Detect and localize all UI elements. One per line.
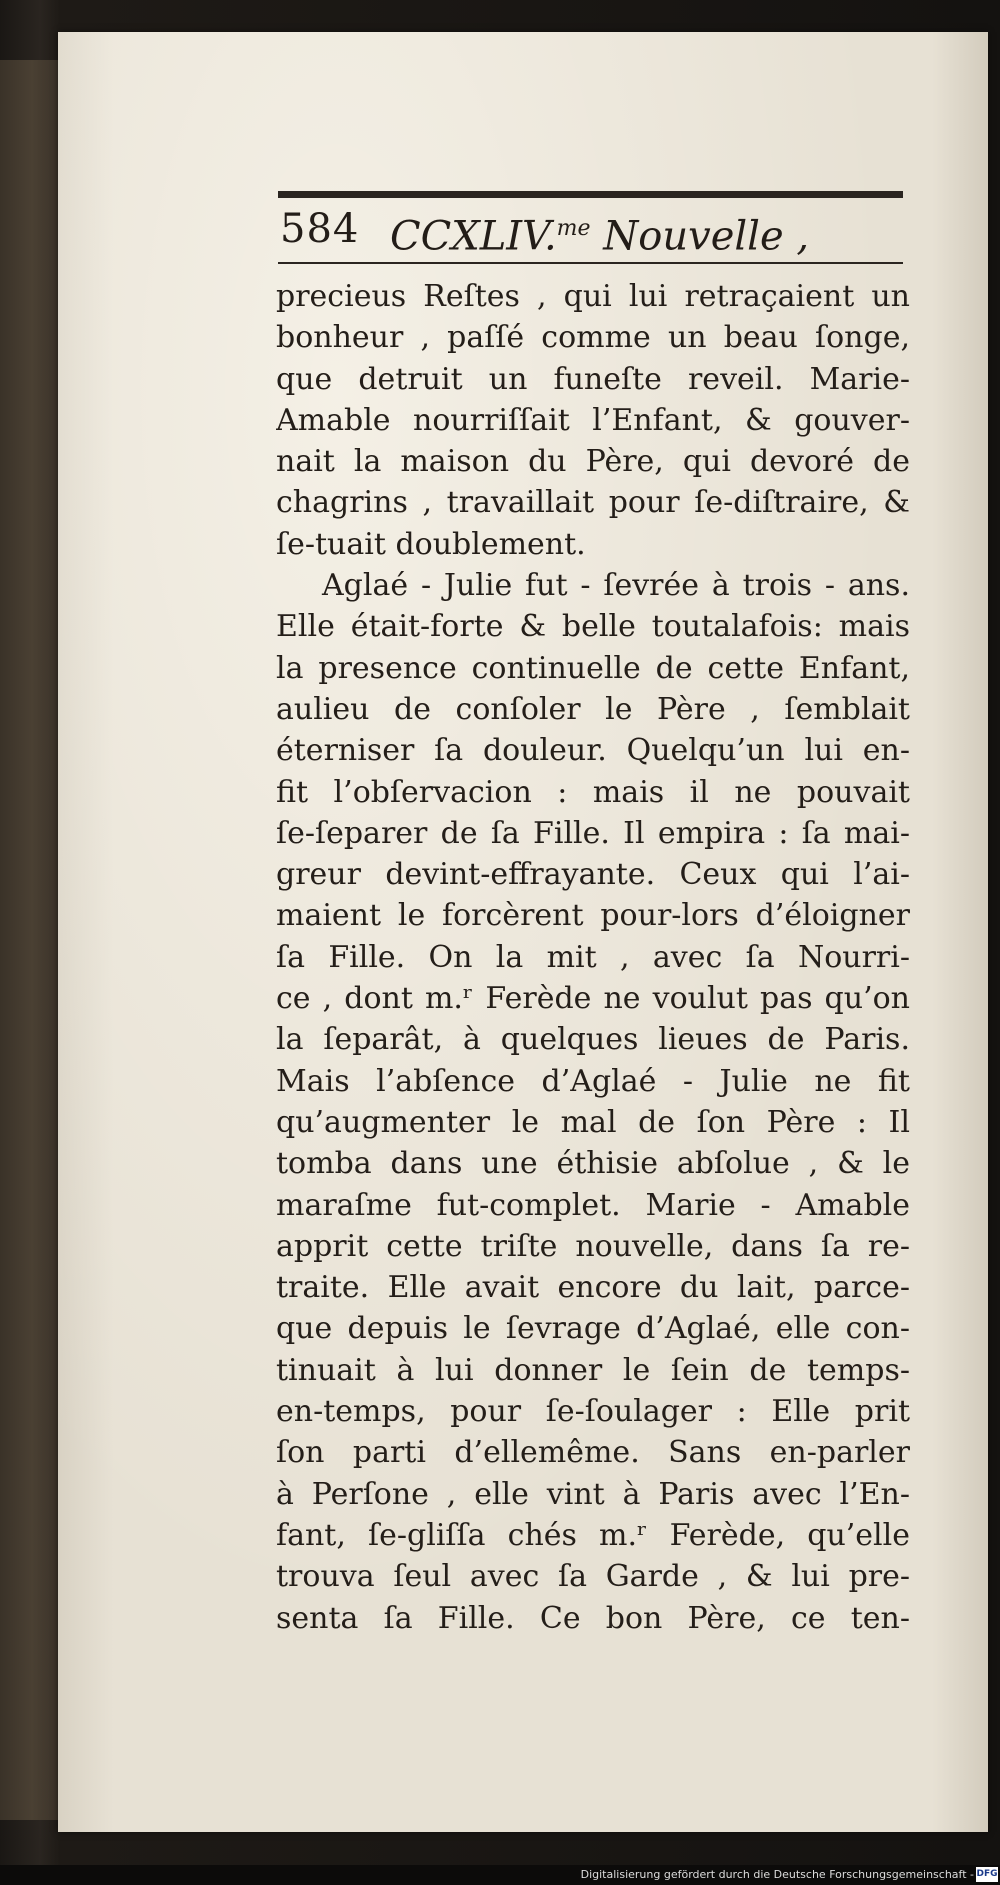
text-line: fant, ſe-gliſſa chés m.ʳ Ferède, qu’elle — [276, 1517, 910, 1553]
digitization-credit: Digitalisierung gefördert durch die Deutsche Forschungsgemeinschaft - — [580, 1868, 974, 1881]
text-line: que detruit un funeſte reveil. Marie- — [276, 361, 910, 397]
running-title — [390, 202, 809, 263]
text-line: apprit cette triſte nouvelle, dans ſa re- — [276, 1228, 910, 1264]
text-line: fit l’obſervacion : mais il ne pouvait — [276, 774, 910, 810]
text-line: ſon parti d’ellemême. Sans en-parler — [276, 1435, 910, 1471]
text-line: ſe-ſeparer de ſa Fille. Il empira : ſa mai- — [276, 815, 910, 851]
text-line: senta ſa Fille. Ce bon Père, ce ten- — [276, 1600, 910, 1636]
page-number: 584 — [280, 206, 360, 252]
body-text — [276, 276, 910, 1639]
text-line: precieus Reſtes , qui lui retraçaient un — [276, 279, 910, 314]
running-title-main: CCXLIV. — [390, 213, 557, 260]
running-title-rest: Nouvelle , — [590, 213, 810, 260]
text-line: Elle était-forte & belle toutalafois: mais — [276, 609, 910, 645]
text-line: maient le forcèrent pour-lors d’éloigner — [276, 898, 910, 934]
text-line: en-temps, pour ſe-ſoulager : Elle prit — [276, 1394, 910, 1430]
text-line: Aglaé - Julie fut - ſevrée à trois - ans. — [322, 568, 910, 604]
text-line: greur devint-effrayante. Ceux qui l’ai- — [276, 857, 910, 893]
text-line: trouva ſeul avec ſa Garde , & lui pre- — [276, 1559, 910, 1595]
text-line: nait la maison du Père, qui devoré de — [276, 444, 910, 480]
text-line: ce , dont m.ʳ Ferède ne voulut pas qu’on — [276, 981, 910, 1017]
running-title-superscript: me — [556, 216, 591, 241]
text-line: aulieu de conſoler le Père , ſemblait — [276, 691, 910, 727]
text-line: à Perſone , elle vint à Paris avec l’En- — [276, 1476, 910, 1512]
header-rule-top — [278, 191, 903, 198]
text-line: Mais l’abſence d’Aglaé - Julie ne fit — [276, 1063, 910, 1099]
dfg-logo: DFG — [976, 1867, 998, 1882]
text-line: la presence continuelle de cette Enfant, — [276, 650, 910, 686]
text-line: maraſme fut-complet. Marie - Amable — [276, 1187, 910, 1223]
text-line: qu’augmenter le mal de ſon Père : Il — [276, 1104, 910, 1140]
text-line: tinuait à lui donner le ſein de temps- — [276, 1352, 910, 1388]
text-line: chagrins , travaillait pour ſe-diſtraire, & — [276, 485, 910, 521]
text-line: éterniser ſa douleur. Quelqu’un lui en- — [276, 733, 910, 769]
text-line: bonheur , paſſé comme un beau ſonge, — [276, 320, 910, 356]
text-line: tomba dans une éthisie abſolue , & le — [276, 1146, 910, 1182]
header-rule-bottom — [278, 262, 903, 264]
page-header — [278, 200, 903, 258]
text-line: ſa Fille. On la mit , avec ſa Nourri- — [276, 939, 910, 975]
text-line: Amable nourriſſait l’Enfant, & gouver- — [276, 402, 910, 438]
text-line: que depuis le ſevrage d’Aglaé, elle con- — [276, 1311, 910, 1347]
text-line: la ſeparât, à quelques lieues de Paris. — [276, 1022, 910, 1058]
text-line: traite. Elle avait encore du lait, parce- — [276, 1270, 910, 1306]
text-line: ſe-tuait doublement. — [276, 526, 586, 562]
